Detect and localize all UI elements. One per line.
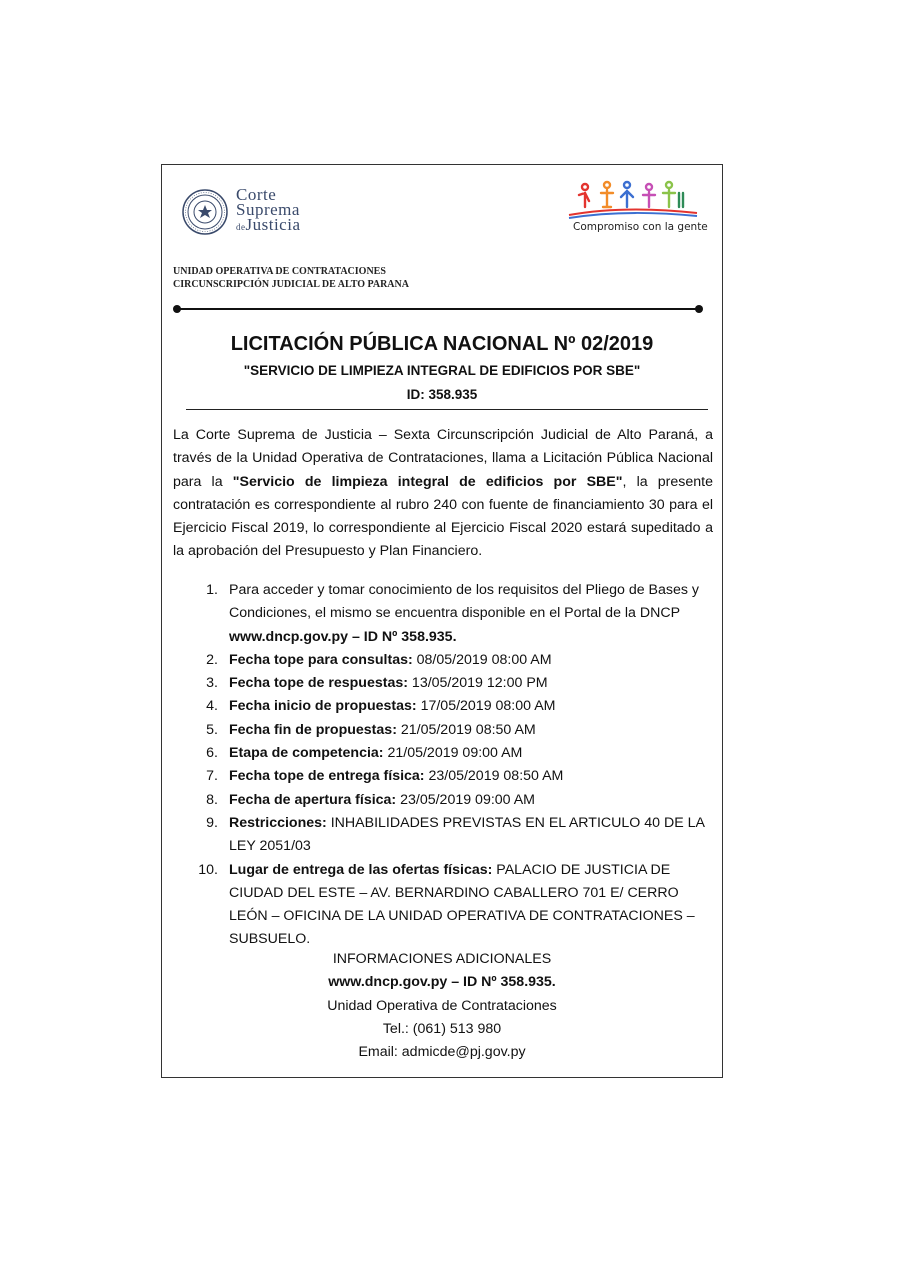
dotted-divider	[173, 304, 703, 314]
intro-part-1: La Corte Suprema de Justicia – Sexta Circunscripción Judicial de Alto Paraná, a través de la Unidad Operativa de Contrataciones, llama a Licitación Pública Nacional para la	[173, 427, 713, 490]
list-item-text: 21/05/2019 08:50 AM	[396, 721, 536, 738]
list-item-text: 17/05/2019 08:00 AM	[416, 698, 556, 715]
notice-title: LICITACIÓN PÚBLICA NACIONAL Nº 02/2019	[230, 333, 654, 355]
list-item	[192, 579, 717, 649]
list-item-number: 3.	[206, 675, 218, 692]
email-address: Email: admicde@pj.gov.py	[358, 1044, 526, 1061]
title-divider	[186, 409, 708, 410]
logo-word-de: de	[236, 222, 246, 232]
list-item-label: Fecha de apertura física:	[229, 791, 397, 808]
list-item-text: PALACIO DE JUSTICIA DE CIUDAD DEL ESTE – AV. BERNARDINO CABALLERO 701 E/ CERRO LEÓN – OFICINA DE LA UNIDAD OPERATIVA DE CONTRATACIONES – SUBSUELO.	[229, 861, 695, 948]
additional-info-link	[162, 971, 722, 994]
list-item-text: 21/05/2019 09:00 AM	[383, 745, 523, 762]
office-name: Unidad Operativa de Contrataciones	[327, 997, 557, 1014]
compromiso-logo	[565, 179, 708, 235]
seal-icon	[182, 189, 228, 235]
unit-heading	[173, 265, 409, 291]
list-item-text: 23/05/2019 09:00 AM	[396, 791, 536, 808]
list-item-link: www.dncp.gov.py – ID Nº 358.935.	[229, 628, 457, 645]
list-item-label: Fecha tope para consultas:	[229, 651, 413, 668]
list-item	[192, 742, 717, 765]
list-item-label: Fecha inicio de propuestas:	[229, 698, 417, 715]
list-item	[192, 859, 717, 952]
logo-word-justicia: Justicia	[245, 215, 301, 234]
notice-frame	[161, 164, 723, 1078]
additional-info	[162, 948, 722, 1064]
list-item	[192, 649, 717, 672]
list-item-label: Etapa de competencia:	[229, 745, 384, 762]
people-figures-icon	[565, 179, 703, 221]
list-item	[192, 695, 717, 718]
list-item	[192, 672, 717, 695]
list-item-number: 7.	[206, 768, 218, 785]
list-item	[192, 719, 717, 742]
intro-paragraph	[173, 424, 713, 564]
list-item-number: 2.	[206, 651, 218, 668]
list-item-label: Fecha fin de propuestas:	[229, 721, 397, 738]
list-item	[192, 789, 717, 812]
unit-line-1: UNIDAD OPERATIVA DE CONTRATACIONES	[173, 266, 386, 277]
list-item-text: Para acceder y tomar conocimiento de los requisitos del Pliego de Bases y Condiciones, el mismo se encuentra disponible en el Portal de la DNCP	[229, 582, 700, 622]
list-item-number: 8.	[206, 791, 218, 808]
list-item-label: Fecha tope de respuestas:	[229, 675, 408, 692]
list-item-text: INHABILIDADES PREVISTAS EN EL ARTICULO 40 DE LA LEY 2051/03	[229, 814, 705, 855]
list-item-label: Lugar de entrega de las ofertas físicas:	[229, 861, 493, 878]
list-item-number: 9.	[206, 814, 218, 831]
list-item-number: 1.	[206, 582, 218, 598]
list-item-number: 5.	[206, 721, 218, 738]
list-item-number: 6.	[206, 745, 218, 762]
list-item-label: Restricciones:	[229, 814, 327, 831]
logo-word-suprema: Suprema	[236, 200, 300, 219]
notice-subtitle: "SERVICIO DE LIMPIEZA INTEGRAL DE EDIFICIOS POR SBE"	[243, 363, 641, 378]
list-item-text: 08/05/2019 08:00 AM	[412, 651, 552, 668]
list-item	[192, 812, 717, 859]
list-item-label: Fecha tope de entrega física:	[229, 768, 425, 785]
notice-id: ID: 358.935	[406, 387, 478, 402]
list-item	[192, 765, 717, 788]
dncp-link: www.dncp.gov.py – ID Nº 358.935.	[328, 974, 556, 991]
list-item-number: 10.	[198, 861, 218, 878]
logo-word-corte: Corte	[236, 185, 277, 204]
list-item-number: 4.	[206, 698, 218, 715]
additional-info-heading: INFORMACIONES ADICIONALES	[332, 951, 552, 967]
requirements-list	[192, 579, 717, 952]
phone-number: Tel.: (061) 513 980	[382, 1020, 502, 1037]
corte-suprema-logo	[182, 187, 352, 237]
intro-bold-service: "Servicio de limpieza integral de edificios por SBE"	[232, 473, 623, 490]
list-item-text: 23/05/2019 08:50 AM	[424, 768, 564, 785]
list-item-text: 13/05/2019 12:00 PM	[407, 675, 548, 692]
logo-tagline: Compromiso con la gente	[573, 221, 708, 233]
unit-line-2: CIRCUNSCRIPCIÓN JUDICIAL DE ALTO PARANA	[173, 279, 409, 290]
intro-part-2: , la presente contratación es correspondiente al rubro 240 con fuente de financiamiento 30 para el Ejercicio Fiscal 2019, lo correspondiente al Ejercicio Fiscal 2020 estará supeditado a la aprobación del Presupuesto y Plan Financiero.	[173, 473, 713, 560]
